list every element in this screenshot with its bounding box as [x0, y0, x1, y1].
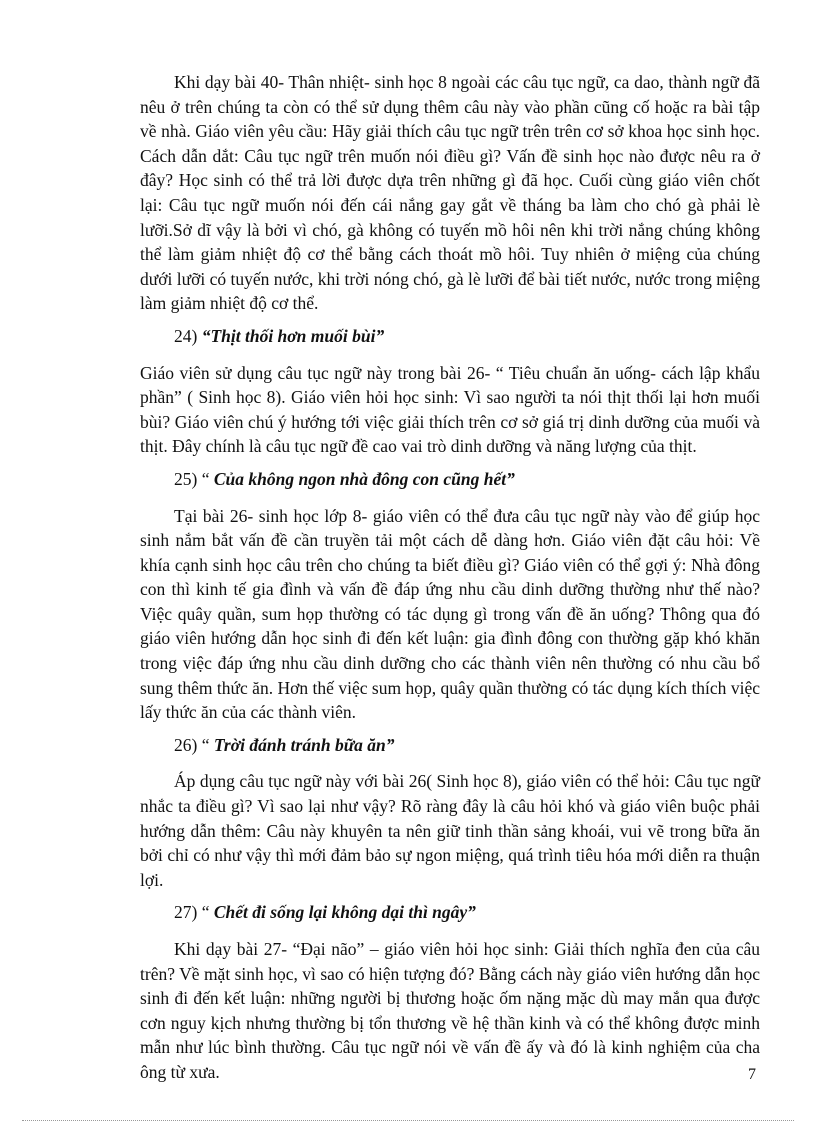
- paragraph-26: Áp dụng câu tục ngữ này với bài 26( Sinh học 8), giáo viên có thể hỏi: Câu tục ngữ nhắc ta điều gì? Vì sao lại như vậy? Rõ ràng đây là câu hỏi khó và giáo viên buộc phải hướng dẫn thêm: Câu này khuyên ta nên giữ tinh thần sảng khoái, vui vẽ trong bữa ăn bởi chỉ có như vậy thì mới đảm bảo sự ngon miệng, quá trình tiêu hóa mới diễn ra thuận lợi.: [140, 771, 760, 890]
- heading-24-proverb: “Thịt thối hơn muối bùi”: [201, 325, 385, 346]
- document-body: [140, 70, 760, 1093]
- paragraph-27: Khi dạy bài 27- “Đại não” – giáo viên hỏi học sinh: Giải thích nghĩa đen của câu trên? Về mặt sinh học, vì sao có hiện tượng đó? Bằng cách này giáo viên hướng dẫn học sinh đi đến kết luận: những người bị thương hoặc ốm nặng mặc dù may mắn qua được cơn nguy kịch nhưng thường bị tổn thương về hệ thần kinh và có thể không được minh mẫn như lúc bình thường. Câu tục ngữ nói về vấn đề ấy và đó là kinh nghiệm của cha ông từ xưa.: [140, 939, 760, 1082]
- heading-26-number: 26) “: [174, 734, 214, 755]
- paragraph-24: Giáo viên sử dụng câu tục ngữ này trong bài 26- “ Tiêu chuẩn ăn uống- cách lập khẩu phần” ( Sinh học 8). Giáo viên hỏi học sinh: Vì sao người ta nói thịt thối lại hơn muối bùi? Giáo viên chú ý hướng tới việc giải thích trên cơ sở giá trị dinh dưỡng của muối và thịt. Đây chính là câu tục ngữ đề cao vai trò dinh dưỡng và năng lượng của thịt.: [140, 362, 760, 457]
- footer-divider: [22, 1120, 794, 1121]
- heading-25: [140, 467, 760, 492]
- heading-27-number: 27) “: [174, 902, 214, 923]
- page-number: 7: [748, 1066, 756, 1083]
- heading-27-proverb: Chết đi sống lại không dại thì ngây”: [213, 902, 476, 923]
- heading-26: [140, 733, 760, 758]
- heading-24: [140, 324, 760, 349]
- heading-25-number: 25) “: [174, 468, 214, 489]
- heading-25-proverb: Của không ngon nhà đông con cũng hết”: [213, 468, 515, 489]
- heading-26-proverb: Trời đánh tránh bữa ăn”: [213, 734, 395, 755]
- paragraph-25: Tại bài 26- sinh học lớp 8- giáo viên có thể đưa câu tục ngữ này vào để giúp học sinh nắm bắt vấn đề cần truyền tải một cách dễ dàng hơn. Giáo viên đặt câu hỏi: Về khía cạnh sinh học câu trên cho chúng ta biết điều gì? Giáo viên có thể gợi ý: Nhà đông con thì kinh tế gia đình và vấn đề đáp ứng nhu cầu dinh dưỡng thường như thế nào? Việc quây quần, sum họp thường có tác dụng gì trong vấn đề ăn uống? Thông qua đó giáo viên hướng dẫn học sinh đi đến kết luận: gia đình đông con thường gặp khó khăn trong việc đáp ứng nhu cầu dinh dưỡng cho các thành viên nên thường có nhu cầu bổ sung thêm thức ăn. Hơn thế việc sum họp, quây quần thường có tác dụng kích thích việc lấy thức ăn của các thành viên.: [140, 505, 760, 723]
- heading-24-number: 24): [174, 325, 202, 346]
- heading-27: [140, 900, 760, 925]
- paragraph-intro: Khi dạy bài 40- Thân nhiệt- sinh học 8 ngoài các câu tục ngữ, ca dao, thành ngữ đã nêu ở trên chúng ta còn có thể sử dụng thêm câu này vào phần cũng cố hoặc ra bài tập về nhà. Giáo viên yêu cầu: Hãy giải thích câu tục ngữ trên trên cơ sở khoa học sinh học. Cách dẫn dắt: Câu tục ngữ trên muốn nói điều gì? Vấn đề sinh học nào được nêu ra ở đây? Học sinh có thể trả lời được dựa trên những gì đã học. Cuối cùng giáo viên chốt lại: Câu tục ngữ muốn nói đến cái nắng gay gắt về tháng ba làm cho chó gà phải lè lưỡi.Sở dĩ vậy là bởi vì chó, gà không có tuyến mồ hôi nên khi trời nắng chúng không thể làm giảm nhiệt độ cơ thể bằng cách thoát mồ hôi. Tuy nhiên ở miệng của chúng dưới lưỡi có tuyến nước, khi trời nóng chó, gà lè lưỡi để bài tiết nước, nước trong miệng làm giảm nhiệt độ cơ thể.: [140, 72, 760, 314]
